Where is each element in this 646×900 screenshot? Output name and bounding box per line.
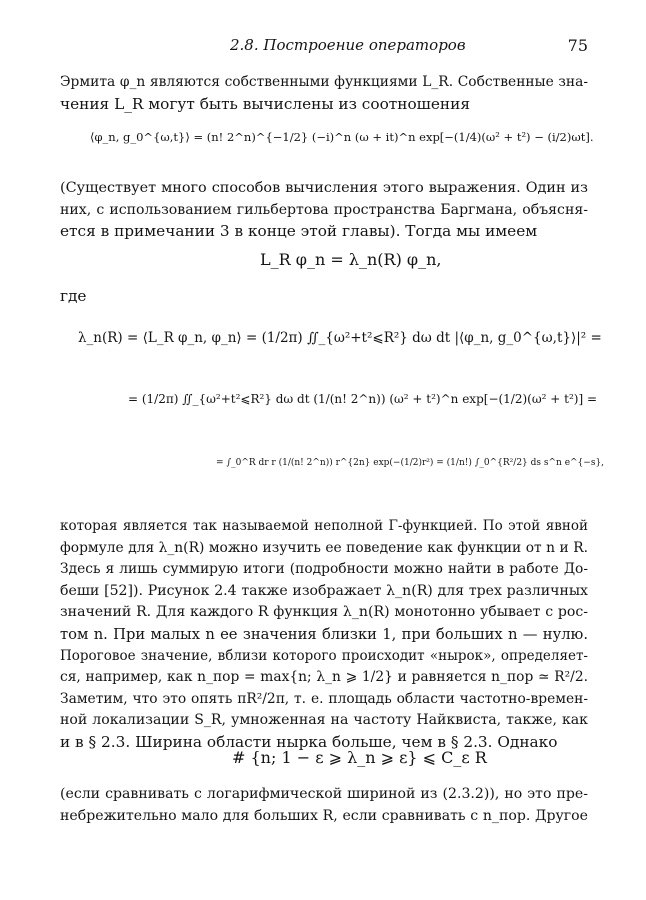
text-line: Заметим, что это опять πR²/2π, т. е. площадь области частотно-времен- <box>60 690 588 707</box>
text-line: них, с использованием гильбертова пространства Баргмана, объясня- <box>60 201 588 218</box>
text-line: беши [52]). Рисунок 2.4 также изображает λ_n(R) для трех различных <box>60 582 588 599</box>
text-line: где <box>60 287 87 305</box>
equation-1: ⟨φ_n, g_0^{ω,t}⟩ = (n! 2^n)^{−1/2} (−i)^n (ω + it)^n exp[−(1/4)(ω² + t²) − (i/2)ωt]. <box>90 130 594 144</box>
text-line: (если сравнивать с логарифмической шириной из (2.3.2)), но это пре- <box>60 786 588 802</box>
section-title: 2.8. Построение операторов <box>230 36 466 54</box>
paragraph-3 <box>60 516 588 754</box>
text-line: чения L_R могут быть вычислены из соотношения <box>60 94 470 113</box>
text-line: (Существует много способов вычисления этого выражения. Один из <box>60 180 588 196</box>
text-line: которая является так называемой неполной Γ-функцией. По этой явной <box>60 518 588 534</box>
text-line: том n. При малых n ее значения близки 1, при больших n — нулю. <box>60 625 588 643</box>
paragraph-1 <box>60 72 588 115</box>
equation-3-line-1: λ_n(R) = ⟨L_R φ_n, φ_n⟩ = (1/2π) ∬_{ω²+t²⩽R²} dω dt |⟨φ_n, g_0^{ω,t}⟩|² = <box>78 330 602 346</box>
text-line: Пороговое значение, вблизи которого происходит «нырок», определяет- <box>60 647 588 664</box>
text-line: и в § 2.3. Ширина области нырка больше, чем в § 2.3. Однако <box>60 732 558 751</box>
text-line: формуле для λ_n(R) можно изучить ее поведение как функции от n и R. <box>60 539 588 556</box>
equation-2: L_R φ_n = λ_n(R) φ_n, <box>260 250 442 269</box>
running-header <box>60 36 588 60</box>
where-word <box>60 286 588 308</box>
text-line: ся, например, как n_пор = max{n; λ_n ⩾ 1/2} и равняется n_пор ≃ R²/2. <box>60 669 588 686</box>
equation-3-line-2: = (1/2π) ∬_{ω²+t²⩽R²} dω dt (1/(n! 2^n)) (ω² + t²)^n exp[−(1/2)(ω² + t²)] = <box>128 392 597 406</box>
text-line: небрежительно мало для больших R, если сравнивать с n_пор. Другое <box>60 807 588 824</box>
paragraph-4 <box>60 784 588 827</box>
text-line: Здесь я лишь суммирую итоги (подробности можно найти в работе До- <box>60 561 588 578</box>
equation-3-line-3: = ∫_0^R dr r (1/(n! 2^n)) r^{2n} exp(−(1/2)r²) = (1/n!) ∫_0^{R²/2} ds s^n e^{−s}, <box>216 458 605 468</box>
page-number: 75 <box>567 36 588 55</box>
paragraph-2 <box>60 178 588 243</box>
text-line: Эрмита φ_n являются собственными функциями L_R. Собственные зна- <box>60 74 588 90</box>
text-line: ной локализации S_R, умноженная на частоту Найквиста, также, как <box>60 712 588 729</box>
equation-4: # {n; 1 − ε ⩾ λ_n ⩾ ε} ⩽ C_ε R <box>232 748 487 767</box>
text-line: значений R. Для каждого R функция λ_n(R) монотонно убывает с рос- <box>60 604 588 621</box>
text-line: ется в примечании 3 в конце этой главы). Тогда мы имеем <box>60 222 538 241</box>
